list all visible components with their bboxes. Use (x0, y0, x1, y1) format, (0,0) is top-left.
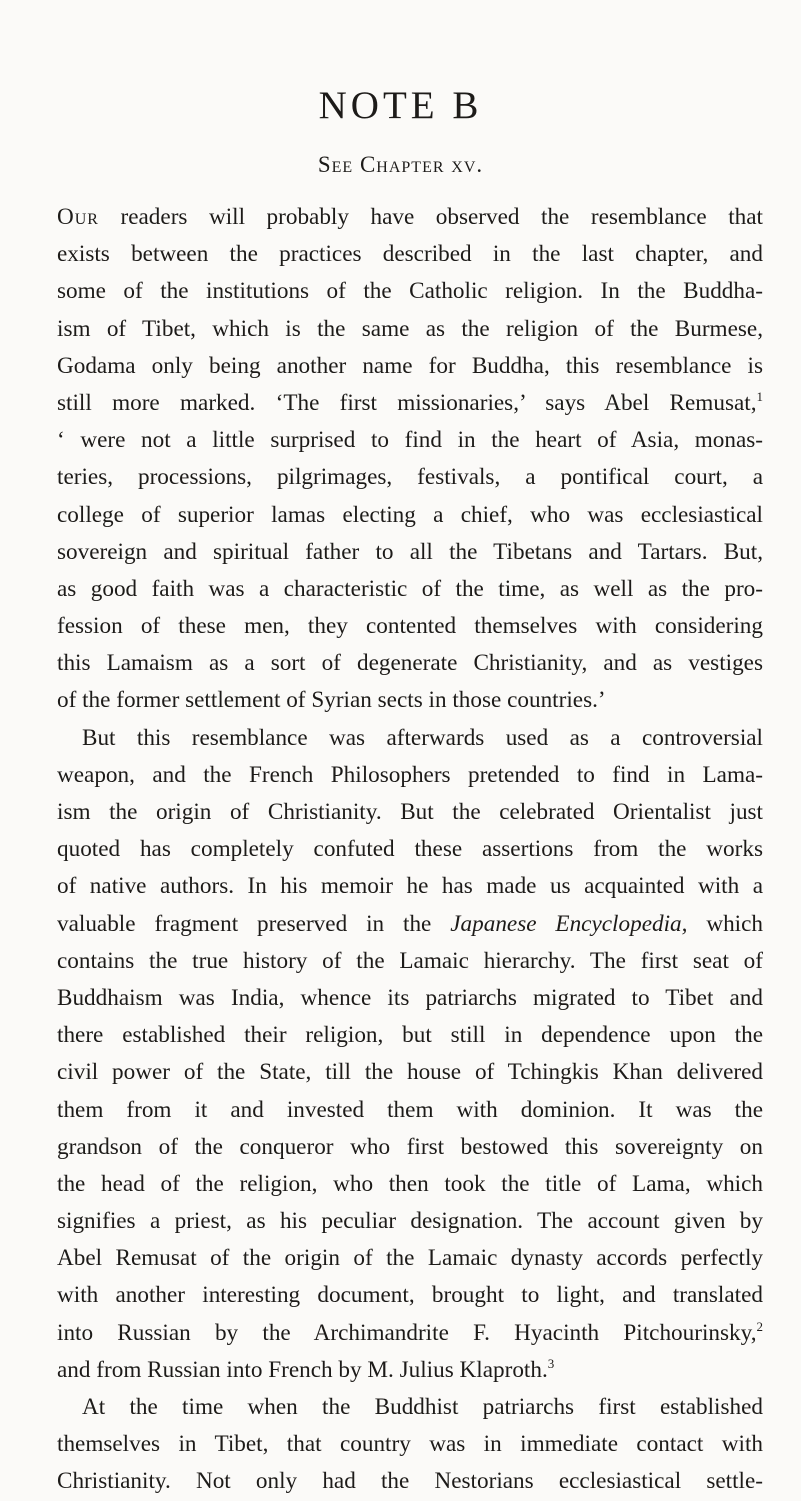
text-line-35: Christianity. Not only had the Nestorians ecclesiastical settle- (57, 1468, 763, 1495)
footnote-ref-2: 2 (756, 1318, 763, 1334)
note-title: NOTE B (318, 84, 483, 127)
text-line-32-text: and from Russian into French by M. Julius Klaproth. (57, 1356, 548, 1383)
text-line-11: as good faith was a characteristic of the time, as well as the pro- (57, 575, 763, 602)
text-line-20 (57, 906, 763, 943)
text-line-15: But this resemblance was afterwards used as a controversial (82, 724, 763, 751)
body-text (57, 199, 763, 1501)
text-line-1-rest: readers will probably have observed the resemblance that (98, 204, 763, 230)
text-line-10: sovereign and spiritual father to all the Tibetans and Tartars. But, (57, 538, 763, 565)
text-line-3: some of the institutions of the Catholic religion. In the Buddha- (57, 278, 763, 305)
chapter-reference: See Chapter xv. (317, 152, 484, 177)
text-line-9: college of superior lamas electing a chief, who was ecclesiastical (57, 501, 763, 528)
text-line-4: ism of Tibet, which is the same as the religion of the Burmese, (57, 315, 763, 342)
text-line-30: with another interesting document, brought to light, and translated (57, 1282, 763, 1309)
text-line-19: of native authors. In his memoir he has made us acquainted with a (57, 873, 763, 900)
drop-word: Our (57, 204, 99, 230)
italic-title: Japanese Encyclopedia, (450, 910, 688, 937)
text-line-29: Abel Remusat of the origin of the Lamaic dynasty accords perfectly (57, 1245, 763, 1272)
text-line-20-before: valuable fragment preserved in the (57, 910, 451, 937)
text-line-20-after: which (687, 910, 763, 937)
text-line-26: grandson of the conqueror who first bestowed this sovereignty on (57, 1133, 763, 1160)
text-line-6 (57, 385, 763, 422)
text-line-8: teries, processions, pilgrimages, festivals, a pontifical court, a (57, 464, 763, 491)
text-line-31 (57, 1315, 763, 1352)
footnote-ref-3: 3 (547, 1355, 555, 1371)
text-line-34: themselves in Tibet, that country was in immediate contact with (57, 1431, 763, 1458)
text-line-1 (57, 199, 763, 236)
text-line-28: signifies a priest, as his peculiar designation. The account given by (57, 1208, 763, 1235)
text-line-33: At the time when the Buddhist patriarchs first established (82, 1394, 763, 1420)
text-line-2: exists between the practices described in the last chapter, and (57, 241, 763, 268)
text-line-32 (57, 1352, 763, 1389)
footnote-ref-1: 1 (756, 388, 763, 404)
text-line-21: contains the true history of the Lamaic hierarchy. The first seat of (57, 947, 763, 974)
text-line-13: this Lamaism as a sort of degenerate Christianity, and as vestiges (57, 650, 763, 677)
text-line-5: Godama only being another name for Buddha, this resemblance is (57, 352, 763, 379)
text-line-18: quoted has completely confuted these assertions from the works (57, 836, 763, 863)
text-line-25: them from it and invested them with dominion. It was the (57, 1096, 763, 1123)
text-line-22: Buddhaism was India, whence its patriarchs migrated to Tibet and (57, 984, 763, 1011)
text-line-12: fession of these men, they contented themselves with considering (57, 613, 763, 640)
text-line-31-text: into Russian by the Archimandrite F. Hyacinth Pitchourinsky, (57, 1319, 757, 1346)
text-line-27: the head of the religion, who then took the title of Lama, which (57, 1170, 763, 1197)
text-line-7: ‘ were not a little surprised to find in the heart of Asia, monas- (57, 427, 763, 454)
text-line-14: of the former settlement of Syrian sects in those countries.’ (57, 687, 606, 714)
text-line-16: weapon, and the French Philosophers pretended to find in Lama- (57, 761, 763, 788)
text-line-24: civil power of the State, till the house of Tchingkis Khan delivered (57, 1059, 763, 1086)
text-line-17: ism the origin of Christianity. But the celebrated Orientalist just (57, 799, 763, 825)
text-line-6-text: still more marked. ‘The first missionaries,’ says Abel Remusat, (57, 389, 757, 416)
text-line-23: there established their religion, but still in dependence upon the (57, 1022, 763, 1049)
